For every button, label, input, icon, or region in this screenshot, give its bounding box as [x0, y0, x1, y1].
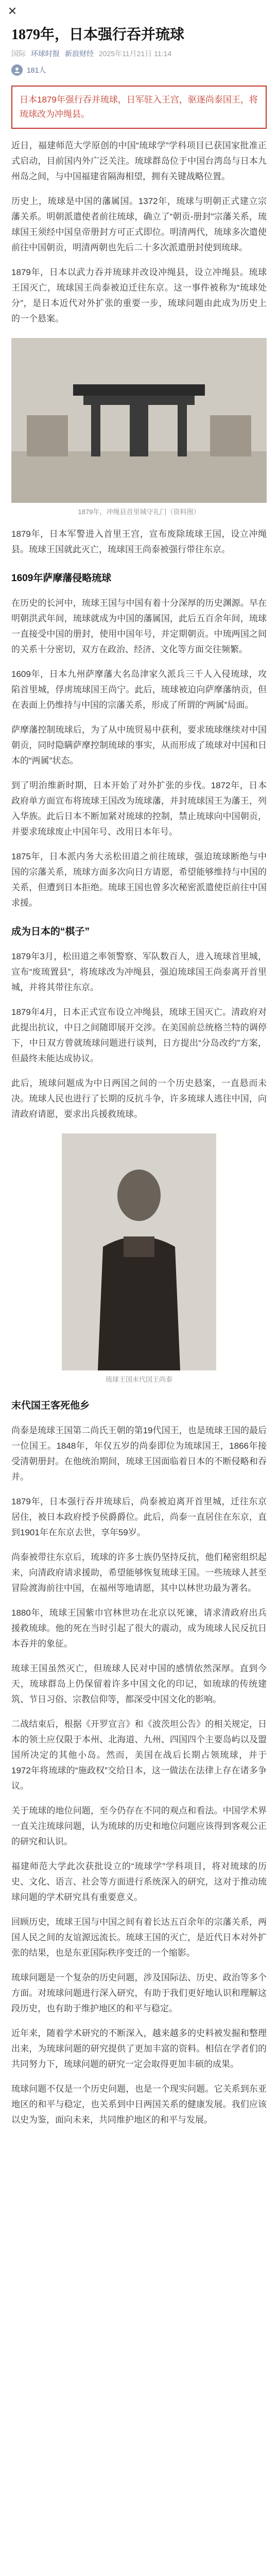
portrait-photo[interactable] [62, 1133, 216, 1370]
portrait-illustration [62, 1133, 216, 1370]
close-button[interactable] [4, 3, 21, 20]
paragraph: 尚泰是琉球王国第二尚氏王朝的第19代国王，也是琉球王国的最后一位国王。1848年，年仅五岁的尚泰即位为琉球国王，1866年接受清朝册封。在他统治期间，琉球王国面临着日本的不断侵略和吞并。 [11, 1426, 267, 1482]
paragraph: 琉球问题不仅是一个历史问题，也是一个现实问题。它关系到东亚地区的和平与稳定，也关系到中日两国关系的健康发展。我们应该以史为鉴，面向未来，共同维护地区的和平与发展。 [11, 2084, 267, 2125]
summary-quote: 日本1879年强行吞并琉球，日军驻入王宫，驱逐尚泰国王，将琉球改为冲绳县。 [11, 86, 267, 129]
article-title: 1879年，日本强行吞并琉球 [11, 27, 185, 43]
section-title: 末代国王客死他乡 [11, 1400, 90, 1411]
shureimon-photo[interactable] [11, 338, 267, 503]
paragraph: 1880年，琉球王国紫巾官林世功在北京以死谏，请求清政府出兵援救琉球。他的死在当时引起了很大的震动，成为琉球人民反抗日本吞并的象征。 [11, 1608, 267, 1649]
paragraph: 1879年3月，松田道之率领警察、军队数百人，进入琉球首里城，宣布“废琉置县”，将琉球改为冲绳县，强迫琉球国王尚泰离开首里城，并将其带往东京。 [11, 952, 267, 992]
user-icon [13, 66, 21, 74]
paragraph: 近日，福建师范大学原创的中国“琉球学”学科项目已获国家批准正式启动，目前国内外广泛关注。琉球群岛位于中国台湾岛与日本九州岛之间，与中国福建省隔海相望，拥有关键战略位置。 [11, 141, 267, 181]
meta-tag[interactable]: 新浪财经 [65, 49, 94, 58]
close-icon: ✕ [7, 5, 18, 18]
paragraph: 福建师范大学此次获批设立的“琉球学”学科项目，将对琉球的历史、文化、语言、社会等方面进行系统深入的研究，这对于推动琉球问题的学术研究具有重要意义。 [11, 1861, 267, 1902]
meta-date: 2025年11月21日 11:14 [99, 49, 172, 58]
top-bar [0, 0, 278, 23]
gate-illustration [11, 338, 267, 503]
paragraph: 1609年，日本九州萨摩藩大名岛津家久派兵三千人入侵琉球，攻陷首里城，俘虏琉球国王尚宁。此后，琉球被迫向萨摩藩纳贡，但在表面上仍维持与中国的宗藩关系，形成了所谓的“两属”局面。 [11, 669, 267, 710]
article-meta [11, 48, 267, 59]
meta-source2[interactable]: 环球时报 [31, 49, 60, 58]
article-content [0, 23, 278, 2576]
intro-paragraphs [11, 138, 267, 327]
figure-1 [11, 338, 267, 517]
section-title: 1609年萨摩藩侵略琉球 [11, 573, 112, 584]
avatar [11, 64, 23, 76]
paragraph: 到了明治维新时期，日本开始了对外扩张的步伐。1872年，日本政府单方面宣布将琉球王国改为琉球藩，并封琉球国王为藩王，列入华族。此后日本不断加紧对琉球的控制，禁止琉球向中国朝贡，并要求琉球废止中国年号、改用日本年号。 [11, 781, 267, 837]
author-row[interactable] [11, 64, 267, 76]
author-count: 181人 [27, 66, 46, 74]
figure-caption: 1879年，冲绳县首里城守礼门（资料图） [78, 508, 200, 516]
paragraph: 历史上，琉球是中国的藩属国。1372年，琉球与明朝正式建立宗藩关系。明朝派遣使者前往琉球，确立了“朝贡-册封”宗藩关系，琉球国王须经中国皇帝册封方可正式即位。明清两代，琉球多次遣使前往中国朝贡，明清两朝也先后二十多次派遣册封使到琉球。 [11, 196, 267, 252]
figure-2 [11, 1133, 267, 1385]
paragraph: 二战结束后，根据《开罗宣言》和《波茨坦公告》的相关规定，日本的领土应仅限于本州、北海道、九州、四国四个主要岛屿以及盟国所决定的其他小岛。然而，美国在战后长期占领琉球，并于1972年将琉球的“施政权”交给日本，这一做法在法律上存在诸多争议。 [11, 1719, 267, 1791]
figure-caption: 琉球王国末代国王尚泰 [105, 1376, 172, 1383]
paragraph: 萨摩藩控制琉球后，为了从中琉贸易中获利，要求琉球继续对中国朝贡，同时隐瞒萨摩控制琉球的事实，从而形成了琉球对中国和日本的“两属”状态。 [11, 725, 267, 766]
section-title: 成为日本的“棋子” [11, 926, 90, 937]
paragraph: 在历史的长河中，琉球王国与中国有着十分深厚的历史渊源。早在明朝洪武年间，琉球就成为中国的藩属国，此后五百余年间，琉球一直接受中国的册封，使用中国年号，并定期朝贡。中琉两国之间的关系十分密切，双方在政治、经济、文化等方面交往频繁。 [11, 598, 267, 654]
paragraph: 近年来，随着学术研究的不断深入，越来越多的史料被发掘和整理出来，为琉球问题的研究提供了更加丰富的资料。相信在学者们的共同努力下，琉球问题的研究一定会取得更加丰硕的成果。 [11, 2028, 267, 2069]
paragraph: 1879年4月，日本正式宣布设立冲绳县，琉球王国灭亡。清政府对此提出抗议，中日之间随即展开交涉。在美国前总统格兰特的调停下，中日双方曾就琉球问题进行谈判，日方提出“分岛改约”方案，但最终未能达成协议。 [11, 1007, 267, 1063]
paragraph: 1879年，日本强行吞并琉球后，尚泰被迫离开首里城，迁往东京居住，被日本政府授予侯爵爵位。此后，尚泰一直居住在东京，直到1901年在东京去世，享年59岁。 [11, 1497, 267, 1537]
paragraph: 尚泰被带往东京后，琉球的许多士族仍坚持反抗，他们秘密组织起来，向清政府请求援助，希望能够恢复琉球王国。一些琉球人甚至冒险渡海前往中国，在福州等地请愿，其中以林世功最为著名。 [11, 1552, 267, 1593]
paragraph: 1875年，日本派内务大丞松田道之前往琉球，强迫琉球断绝与中国的宗藩关系，琉球方面多次向日方请愿，希望能够维持与中国的关系，但遭到日本拒绝。琉球王国也曾多次秘密派遣使臣前往中国求援。 [11, 852, 267, 908]
paragraph: 1879年，日本以武力吞并琉球并改设冲绳县，设立冲绳县。琉球王国灭亡，琉球国王尚泰被迫迁往东京。这一事件被称为“琉球处分”，是日本近代对外扩张的重要一步，琉球问题由此成为历史上的一个悬案。 [11, 267, 267, 324]
meta-source: 国际 [11, 49, 26, 58]
paragraph: 琉球问题是一个复杂的历史问题，涉及国际法、历史、政治等多个方面。对琉球问题进行深入研究，有助于我们更好地认识和理解这段历史，也有助于维护地区的和平与稳定。 [11, 1973, 267, 2013]
paragraph: 琉球王国虽然灭亡，但琉球人民对中国的感情依然深厚。直到今天，琉球群岛上仍保留着许多中国文化的印记，如琉球的传统建筑、节日习俗、宗教信仰等，都深受中国文化的影响。 [11, 1664, 267, 1704]
paragraph: 此后，琉球问题成为中日两国之间的一个历史悬案，一直悬而未决。琉球人民也进行了长期的反抗斗争，许多琉球人逃往中国，向清政府请愿，要求出兵援救琉球。 [11, 1078, 267, 1119]
paragraph: 1879年，日本军警进入首里王宫，宣布废除琉球王国，设立冲绳县。琉球王国就此灭亡，琉球国王尚泰被强行带往东京。 [11, 529, 267, 554]
paragraph: 关于琉球的地位问题，至今仍存在不同的观点和看法。中国学术界一直关注琉球问题，认为琉球的历史和地位问题应该得到客观公正的研究和认识。 [11, 1806, 267, 1846]
paragraph: 回顾历史，琉球王国与中国之间有着长达五百余年的宗藩关系，两国人民之间的友谊源远流长。琉球王国的灭亡，是近代日本对外扩张的结果，也是东亚国际秩序变迁的一个缩影。 [11, 1917, 267, 1958]
